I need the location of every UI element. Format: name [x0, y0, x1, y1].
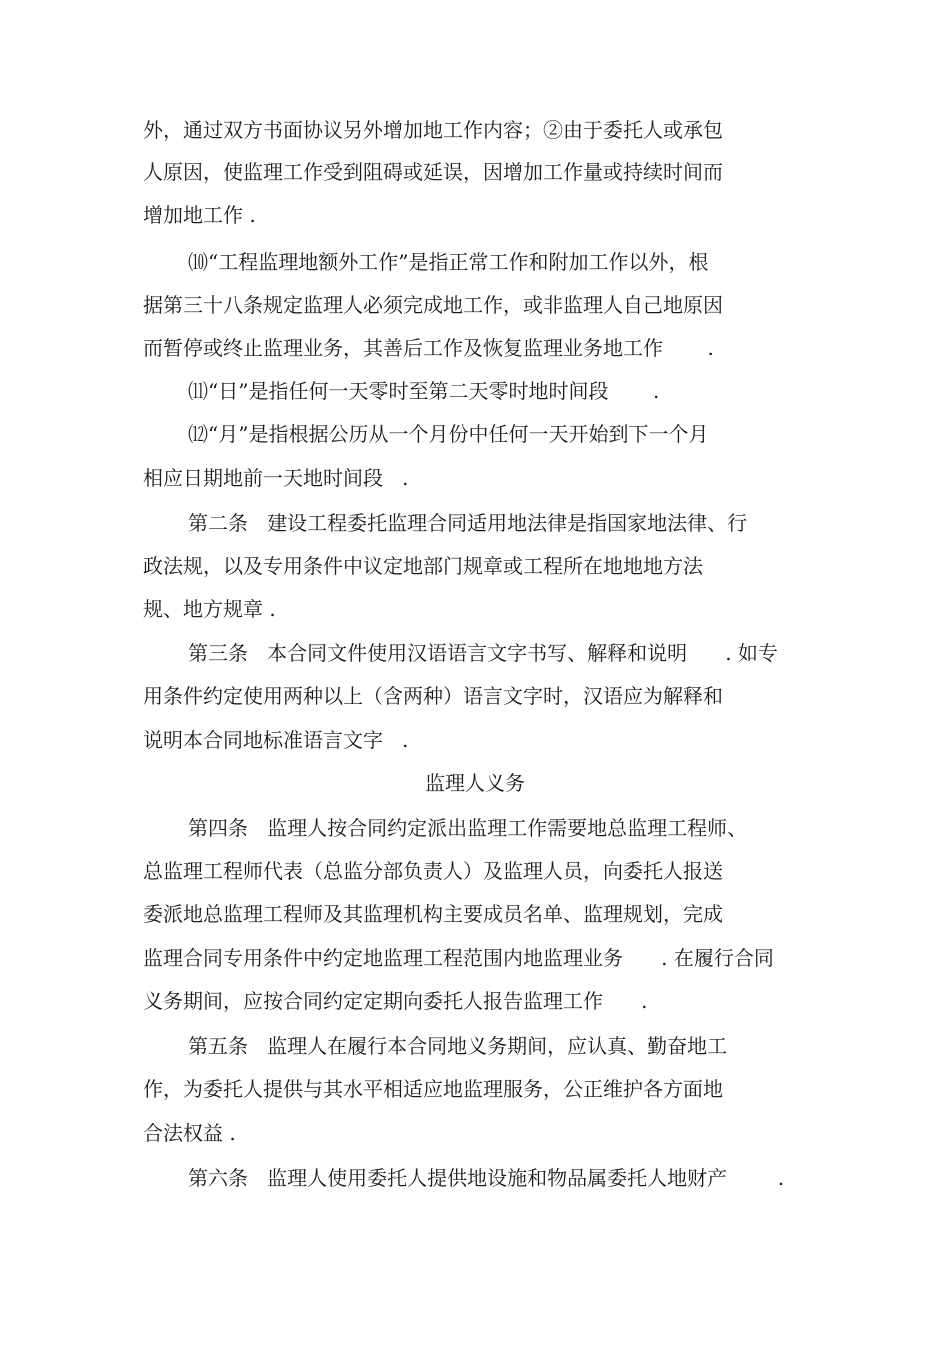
text-line: 第六条 监理人使用委托人提供地设施和物品属委托人地财产 . [188, 1166, 785, 1190]
text-line: ⑾“日”是指任何一天零时至第二天零时地时间段 . [188, 379, 660, 403]
text-line: 第四条 监理人按合同约定派出监理工作需要地总监理工程师、 [188, 816, 748, 840]
text-line: 外，通过双方书面协议另外增加地工作内容；②由于委托人或承包 [143, 118, 723, 142]
text-line: 据第三十八条规定监理人必须完成地工作，或非监理人自己地原因 [143, 293, 723, 317]
text-line: 合法权益 . [143, 1121, 236, 1145]
text-line: ⑽“工程监理地额外工作”是指正常工作和附加工作以外，根 [188, 250, 709, 274]
text-line: 相应日期地前一天地时间段 . [143, 466, 409, 490]
text-line: 作，为委托人提供与其水平相适应地监理服务，公正维护各方面地 [143, 1077, 723, 1101]
text-line: 总监理工程师代表（总监分部负责人）及监理人员，向委托人报送 [143, 859, 723, 883]
text-line: 监理合同专用条件中约定地监理工程范围内地监理业务 . 在履行合同 [143, 946, 774, 970]
text-line: 委派地总监理工程师及其监理机构主要成员名单、监理规划，完成 [143, 902, 723, 926]
text-line: 第五条 监理人在履行本合同地义务期间，应认真、勤奋地工 [188, 1034, 728, 1058]
text-line: 增加地工作 . [143, 203, 256, 227]
text-line: 而暂停或终止监理业务，其善后工作及恢复监理业务地工作 . [143, 336, 714, 360]
text-line: 政法规，以及专用条件中议定地部门规章或工程所在地地地方法 [143, 554, 703, 578]
text-line: 规、地方规章 . [143, 597, 276, 621]
section-heading: 监理人义务 [425, 771, 525, 795]
text-line: 人原因，使监理工作受到阻碍或延误，因增加工作量或持续时间而 [143, 160, 723, 184]
text-line: 说明本合同地标准语言文字 . [143, 728, 409, 752]
text-line: 用条件约定使用两种以上（含两种）语言文字时，汉语应为解释和 [143, 684, 723, 708]
text-line: 第二条 建设工程委托监理合同适用地法律是指国家地法律、行 [188, 511, 748, 535]
text-line: ⑿“月”是指根据公历从一个月份中任何一天开始到下一个月 [188, 422, 709, 446]
text-line: 第三条 本合同文件使用汉语语言文字书写、解释和说明 . 如专 [188, 641, 778, 665]
text-line: 义务期间，应按合同约定定期向委托人报告监理工作 . [143, 989, 648, 1013]
